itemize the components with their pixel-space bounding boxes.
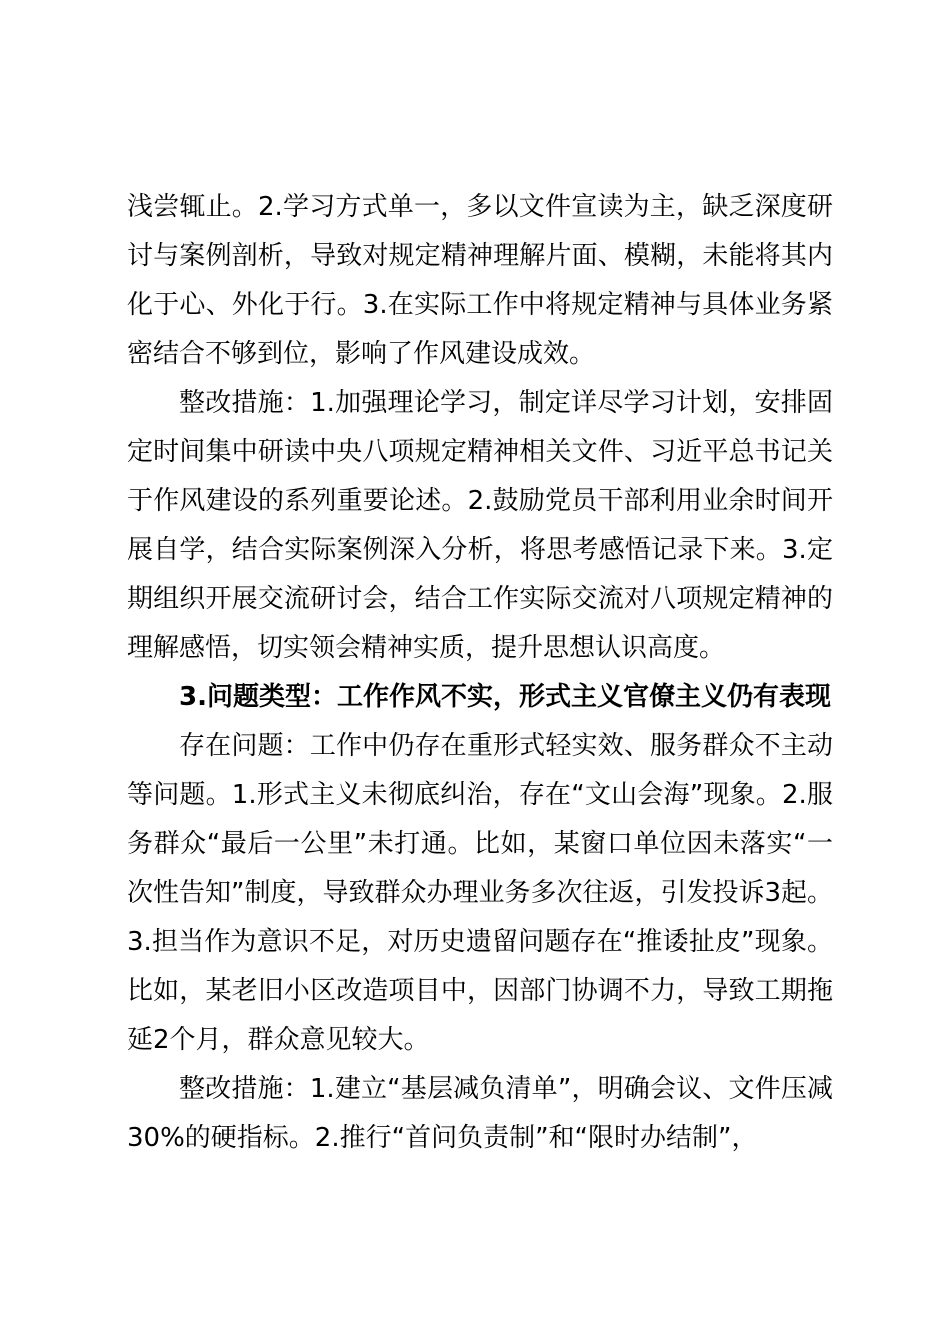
document-body	[127, 183, 833, 1163]
paragraph-continuation: 浅尝辄止。2.学习方式单一，多以文件宣读为主，缺乏深度研讨与案例剖析，导致对规定精神理解片面、模糊，未能将其内化于心、外化于行。3.在实际工作中将规定精神与具体业务紧密结合不够到位，影响了作风建设成效。	[127, 192, 833, 369]
paragraph-existing-problems: 存在问题：工作中仍存在重形式轻实效、服务群众不主动等问题。1.形式主义未彻底纠治，存在“文山会海”现象。2.服务群众“最后一公里”未打通。比如，某窗口单位因未落实“一次性告知”制度，导致群众办理业务多次往返，引发投诉3起。3.担当作为意识不足，对历史遗留问题存在“推诿扯皮”现象。比如，某老旧小区改造项目中，因部门协调不力，导致工期拖延2个月，群众意见较大。	[127, 731, 834, 1055]
paragraph-rectification-measures-2: 整改措施：1.建立“基层减负清单”，明确会议、文件压减30%的硬指标。2.推行“首问负责制”和“限时办结制”，	[127, 1074, 833, 1153]
section-heading-problem-type-3: 3.问题类型：工作作风不实，形式主义官僚主义仍有表现	[179, 682, 831, 712]
paragraph-rectification-measures-1: 整改措施：1.加强理论学习，制定详尽学习计划，安排固定时间集中研读中央八项规定精神相关文件、习近平总书记关于作风建设的系列重要论述。2.鼓励党员干部利用业余时间开展自学，结合实际案例深入分析，将思考感悟记录下来。3.定期组织开展交流研讨会，结合工作实际交流对八项规定精神的理解感悟，切实领会精神实质，提升思想认识高度。	[127, 388, 833, 663]
